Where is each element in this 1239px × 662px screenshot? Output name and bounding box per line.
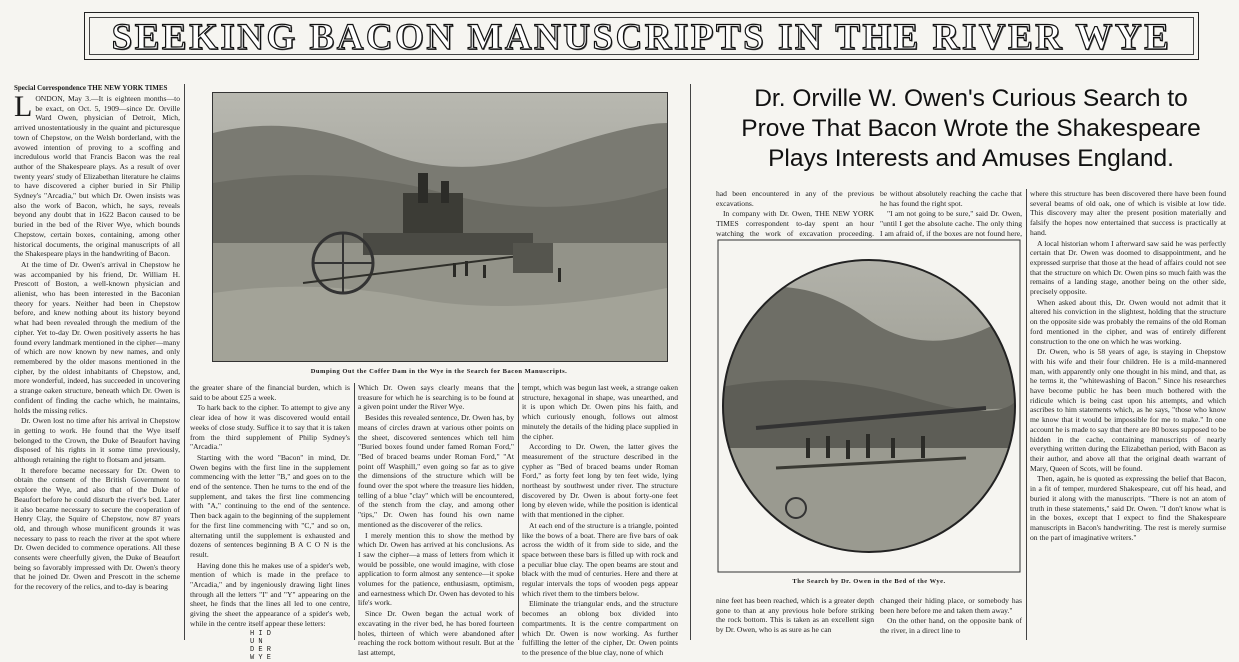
article-column-6-bottom xyxy=(880,596,1022,640)
subheadline xyxy=(712,84,1230,174)
photo-coffer-dam-image xyxy=(213,93,667,361)
paragraph: Dr. Owen lost no time after his arrival in Chepstow in getting to work. He found that the Wye itself belonged to the Crown, the Duke of Beaufort having disposed of his rights in it some time previously, although retaining the right to flotsam and jetsam. xyxy=(14,416,180,465)
paragraph: tempt, which was begun last week, a strange oaken structure, hexagonal in shape, was unearthed, and it is upon which Dr. Owen pins his faith, and which curiously enough, follows out almost minutely the details of the hiding place supplied in the cipher. xyxy=(522,383,678,441)
paragraph: In company with Dr. Owen, THE NEW YORK TIMES correspondent to-day spent an hour watching the work of excavation proceeding. xyxy=(716,209,874,238)
column-rule xyxy=(690,84,691,640)
column-rule xyxy=(1026,189,1027,640)
paragraph: "I am not going to be sure," said Dr. Owen, "until I get the absolute cache. The only thing I am afraid of, if the boxes are not found here, xyxy=(880,209,1022,238)
paragraph: At the time of Dr. Owen's arrival in Chepstow he was accompanied by his friend, Dr. William H. Prescott of Boston, a well-known physician and alienist, who has been interested in the Baconian theory for years. Neither had been in Chepstow before, and knew nothing about its history beyond what had been revealed through the medium of the cipher. Yet to-day Dr. Owen positively asserts he has found every landmark mentioned in the cipher—many of which are now known by new names, and only remembered by the older masons mentioned in the cipher, by the oldest inhabitants of Chepstow, and, more wonderful, indeed, has succeeded in uncovering a strange oaken structure, beneath which Dr. Owen is confident of finding the cache which, he maintains, holds the missing relics. xyxy=(14,259,180,415)
paragraph: A local historian whom I afterward saw said he was perfectly certain that Dr. Owen was doomed to disappointment, and he expressed surprise that those at the head of affairs could not see that the structure on which Dr. Owen pins so much faith was the remains of a landing stage, another being on the other side, precisely opposite. xyxy=(1030,238,1226,297)
paragraph: Since Dr. Owen began the actual work of excavating in the river bed, he has bored fourteen holes, thirteen of which were abandoned after reaching the rock bottom without result. But at the last attempt, xyxy=(358,609,514,657)
headline: SEEKING BACON MANUSCRIPTS IN THE RIVER WYE xyxy=(111,17,1172,58)
article-column-5-bottom xyxy=(716,596,874,640)
paragraph: Then, again, he is quoted as expressing the belief that Bacon, in a fit of temper, murdered Shakespeare, cut off his head, and buried it along with the manuscripts. "There is not an atom of truth in these statements," said Dr. Owen. "I don't know what is in the boxes, except that I expect to find the Shakespeare manuscripts in Bacon's handwriting. The rest is merely surmise on the part of imaginative writers." xyxy=(1030,474,1226,542)
paragraph: At each end of the structure is a triangle, pointed like the bows of a boat. There are five bars of oak across the width of it from side to side, and the space between these bars is filled up with rock and a peculiar blue clay. The open beams are stout and black with the mud of centuries. Here and there at regular intervals the tops of wooden pegs appear which rivet them to the timbers below. xyxy=(522,520,678,598)
article-column-1 xyxy=(14,84,180,640)
photo-coffer-dam xyxy=(212,92,668,362)
paragraph: changed their hiding place, or somebody has been here before me and taken them away." xyxy=(880,596,1022,615)
paragraph: Eliminate the triangular ends, and the structure becomes an oblong box divided into compartments. It is the centre compartment on which Dr. Owen is now working. As further fulfilling the letter of the cipher, Dr. Owen points to the presence of the blue clay, none of which xyxy=(522,599,678,657)
article-column-6-top xyxy=(880,189,1022,238)
lead-paragraph xyxy=(14,90,180,259)
paragraph: When asked about this, Dr. Owen would not admit that it altered his conviction in the slightest, holding that the structure on the opposite side was probably the remains of the old Roman ford mentioned in the cipher, and was of entirely different construction to the one on which he was working. xyxy=(1030,297,1226,346)
photo-river-bed xyxy=(716,238,1022,574)
paragraph: According to Dr. Owen, the latter gives the measurement of the structure described in the cypher as "Bed of braced beams under Roman Ford," as forty feet long by ten feet wide, lying northeast by southwest under river. The structure discovered by Dr. Owen is about forty-one feet long by eleven wide, while the position is identical with that mentioned in the cipher. xyxy=(522,442,678,520)
paragraph: Having done this he makes use of a spider's web, mention of which is made in the preface to "Arcadia," and by ingeniously drawing light lines through all the letters "I" and "Y" appearing on the sheet, he finds that the lines all led to one centre, giving the sheet the appearance of a spider's web, while in the centre itself appear these letters: xyxy=(190,560,350,628)
paragraph: I merely mention this to show the method by which Dr. Owen has arrived at his conclusions. As I saw the cipher—a mass of letters from which it would be possible, one would imagine, with close application to form almost any sentence—it spoke volumes for the patience, enthusiasm, optimism, and earnestness which Dr. Owen has devoted to his life's work. xyxy=(358,530,514,608)
subheadline-line: Plays Interests and Amuses England. xyxy=(768,145,1174,172)
hidden-letters-line: H I D xyxy=(250,629,272,638)
paragraph: To hark back to the cipher. To attempt to give any clear idea of how it was discovered would entail weeks of close study. Suffice it to say that it is taken from the third supplement of Philip Sydney's "Arcadia." xyxy=(190,403,350,452)
paragraph: Starting with the word "Bacon" in mind, Dr. Owen begins with the first line in the supplement commencing with the letter "B," and goes on to the end of the sentence. Then he turns to the end of the supplement, and takes the first line commencing with "A," continuing to the end of the sentence. Then back again to the beginning of the supplement for the first line commencing with "C," and so on, alternating until the supplement is exhausted and dozens of sentences beginning B A C O N is the result. xyxy=(190,452,350,559)
lead-text: ONDON, May 3.—It is eighteen months—to be exact, on Oct. 5, 1909—since Dr. Orville Ward Owen, physician of Detroit, Mich, arrived unostentatiously in the quaint and picturesque town of Chepstow, on the Welsh borderland, with the avowed intention of proving to a scoffing and incredulous world that Francis Bacon was the real author of the Shakespeare plays. As a result of over twenty years' study of Elizabethan literature he claims to have discovered a cipher buried in Sir Philip Sydney's "Arcadia," but which Dr. Owen insists was also the work of Bacon, which, he says, reveals beyond any doubt that in 1622 Bacon caused to be buried in the bed of the River Wye, which bounds Chepstow, certain boxes, containing, among other historical documents, the original manuscripts of all the Shakespeare plays in the handwriting of Bacon. xyxy=(14,94,180,259)
article-column-5-top xyxy=(716,189,874,238)
caption-photo-2: The Search by Dr. Owen in the Bed of the Wye. xyxy=(792,578,946,585)
headline-frame xyxy=(89,17,1194,58)
column-rule xyxy=(518,383,519,640)
headline-banner xyxy=(84,12,1199,60)
paragraph: It therefore became necessary for Dr. Owen to obtain the consent of the British Government to explore the Wye, and also that of the Duke of Beaufort before he could disturb the river's bed. Later it also became necessary to secure the cooperation of Henry Clay, the Squire of Chepstow, now 87 years old, and through whose munificent grounds it was necessary to pass to reach the river at the spot where Dr. Owen decided to commence operations. All these consents were cheerfully given, the Duke of Beaufort being so favorably impressed with Dr. Owen's theory that he joined Dr. Owen and Prescott in the scheme for the recovery of the relics, and to-day is bearing xyxy=(14,465,180,592)
paragraph: On the other hand, on the opposite bank of the river, in a direct line to xyxy=(880,616,1022,636)
hidden-letters-line: W Y E xyxy=(250,653,272,662)
paragraph: be without absolutely reaching the cache that he has found the right spot. xyxy=(880,189,1022,208)
article-column-3 xyxy=(358,383,514,657)
hidden-letters-line: U N xyxy=(250,637,263,646)
hidden-letters-line: D E R xyxy=(250,645,272,654)
paragraph: where this structure has been discovered there have been found several beams of old oak, one of which is visible at low tide. This discovery may alter the present position materially and falsify the hopes now entertained that success is practically at hand. xyxy=(1030,189,1226,237)
dropcap: L xyxy=(14,90,33,123)
paragraph: Dr. Owen, who is 58 years of age, is staying in Chepstow with his wife and their four children. He is a mild-mannered man, with apparently only one thought in his mind, and that, as he terms it, the "whitewashing of Bacon." Since his researches have become public he has been much bothered with the ridicule which is being cast upon his attempts, and which ascribes to him statements which, as he says, "those who know me know that it would be impossible for me to make." In one account he is made to say that there are 80 boxes supposed to be hidden in the cache, containing manuscripts of nearly everything written during the Elizabethan period, with Bacon as their author, and above all that the original death warrant of Mary, Queen of Scots, will be found. xyxy=(1030,347,1226,473)
article-column-2 xyxy=(190,383,350,662)
paragraph: nine feet has been reached, which is a greater depth gone to than at any previous hole before striking the rock bottom. This is taken as an excellent sign by Dr. Owen, who is as sure as he can xyxy=(716,596,874,635)
hidden-letters xyxy=(190,630,350,662)
paragraph: Which Dr. Owen says clearly means that the treasure for which he is searching is to be found at a given point under the River Wye. xyxy=(358,383,514,412)
column-rule xyxy=(354,383,355,640)
paragraph: the greater share of the financial burden, which is said to be about £25 a week. xyxy=(190,383,350,402)
column-rule xyxy=(184,84,185,640)
article-column-4 xyxy=(522,383,678,657)
paragraph: Besides this revealed sentence, Dr. Owen has, by means of circles drawn at various other points on the sheet, discovered sentences which tell him "Buried boxes found under famed Roman Ford," "Bed of braced beams under Roman Ford," "At point off Wasphill," even going so far as to give the dimensions of the structure which will be found over the spot where the treasure lies hidden, telling of a blue "clay" which will be encountered, of the stench from the clay, and among other "tips," Dr. Owen has found his own name mentioned as the discoverer of the relics. xyxy=(358,413,514,529)
byline: Special Correspondence THE NEW YORK TIMES xyxy=(14,84,168,92)
photo-river-bed-image xyxy=(716,238,1022,574)
paragraph: had been encountered in any of the previous excavations. xyxy=(716,189,874,208)
subheadline-line: Prove That Bacon Wrote the Shakespeare xyxy=(741,115,1201,142)
subheadline-line: Dr. Orville W. Owen's Curious Search to xyxy=(754,85,1188,112)
caption-photo-1: Dumping Out the Coffer Dam in the Wye in the Search for Bacon Manuscripts. xyxy=(310,368,568,375)
article-column-7 xyxy=(1030,189,1226,640)
